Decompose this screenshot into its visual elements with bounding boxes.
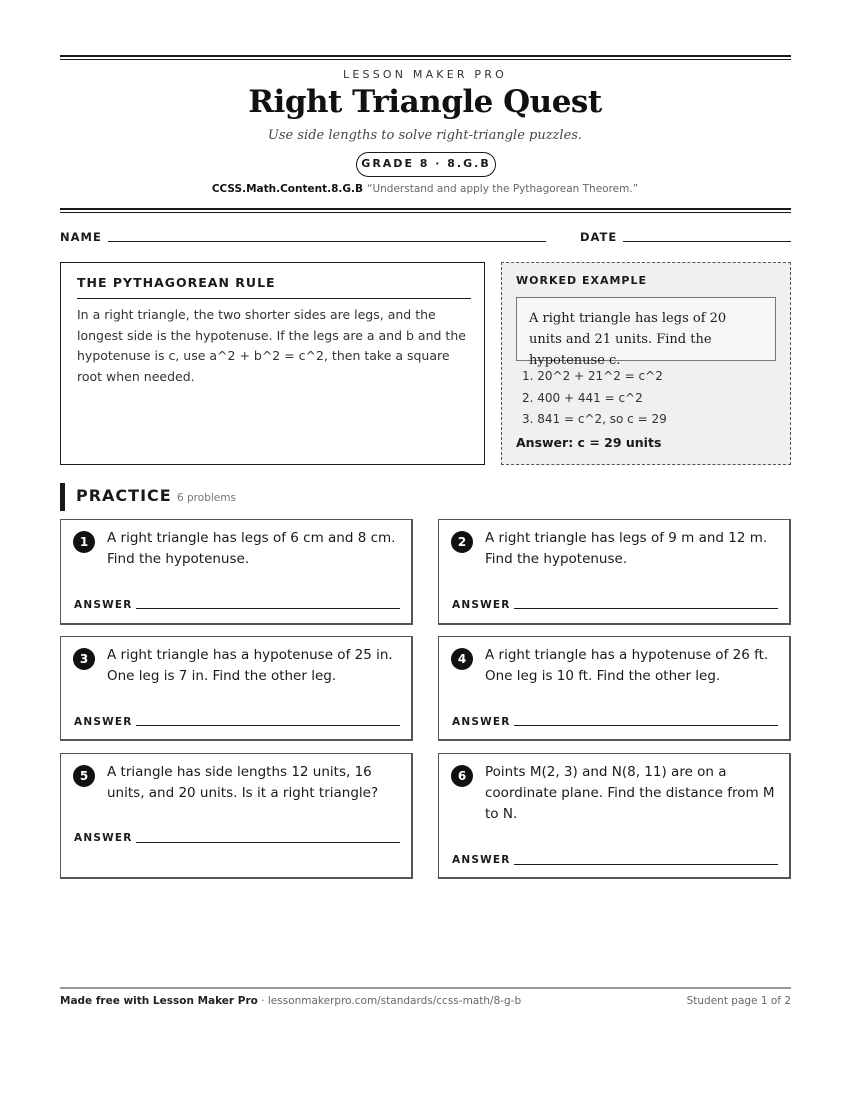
footer-rule (60, 987, 791, 989)
answer-field[interactable] (514, 725, 778, 726)
problem-number: 5 (73, 765, 95, 787)
problem-text: Points M(2, 3) and N(8, 11) are on a coordinate plane. Find the distance from M to N. (485, 764, 775, 822)
problem-text: A right triangle has a hypotenuse of 26 ft. One leg is 10 ft. Find the other leg. (485, 647, 769, 684)
footer-url[interactable]: · lessonmakerpro.com/standards/ccss-math/8-g-b (257, 995, 522, 1007)
answer-label: ANSWER (74, 599, 133, 611)
problem-number: 3 (73, 648, 95, 670)
problem-card (60, 636, 413, 741)
answer-field[interactable] (136, 608, 400, 609)
worked-example-title: WORKED EXAMPLE (516, 274, 647, 287)
problem-text: A right triangle has legs of 9 m and 12 m. Find the hypotenuse. (485, 530, 768, 567)
answer-field[interactable] (136, 842, 400, 843)
problem-card (60, 519, 413, 625)
name-field[interactable] (108, 241, 546, 242)
standard-code: CCSS.Math.Content.8.G.B (211, 183, 364, 195)
problem-card (438, 519, 791, 625)
answer-label: ANSWER (452, 854, 511, 866)
worked-example-step: 2. 400 + 441 = c^2 (522, 390, 643, 405)
standard-text: “Understand and apply the Pythagorean Theorem.” (367, 183, 639, 195)
brand-name: LESSON MAKER PRO (343, 68, 507, 81)
worked-example-answer: Answer: c = 29 units (516, 435, 662, 450)
worked-example-steps (522, 366, 667, 431)
answer-label: ANSWER (74, 832, 133, 844)
worked-example-problem: A right triangle has legs of 20 units and 21 units. Find the hypotenuse c. (516, 297, 776, 361)
problem-number: 2 (451, 531, 473, 553)
header-bottom-rule (60, 208, 791, 213)
worked-example-step: 1. 20^2 + 21^2 = c^2 (522, 369, 663, 383)
top-double-rule (60, 55, 791, 60)
problem-number: 1 (73, 531, 95, 553)
worked-example-box (501, 262, 791, 465)
rule-box-title: THE PYTHAGOREAN RULE (77, 275, 276, 290)
page-subtitle: Use side lengths to solve right-triangle puzzles. (267, 128, 583, 143)
practice-title: PRACTICE (76, 486, 172, 505)
date-field[interactable] (623, 241, 791, 242)
footer-credit (60, 995, 521, 1007)
answer-field[interactable] (514, 608, 778, 609)
problem-text: A right triangle has a hypotenuse of 25 in. One leg is 7 in. Find the other leg. (107, 647, 393, 684)
footer-page-number: Student page 1 of 2 (686, 995, 791, 1007)
standard-line (0, 183, 850, 195)
answer-label: ANSWER (74, 716, 133, 728)
problem-card (438, 753, 791, 879)
grade-badge: GRADE 8 · 8.G.B (356, 152, 496, 177)
rule-box-body: In a right triangle, the two shorter sides are legs, and the longest side is the hypotenuse. If the legs are a and b and the hypotenuse is c, use a^2 + b^2 = c^2, then take a square root when needed. (77, 307, 466, 384)
practice-accent-bar (60, 483, 65, 511)
pythagorean-rule-box (60, 262, 485, 465)
problem-card (60, 753, 413, 879)
rule-box-divider (77, 298, 471, 299)
answer-field[interactable] (136, 725, 400, 726)
problem-number: 4 (451, 648, 473, 670)
page-title: Right Triangle Quest (248, 84, 602, 120)
answer-label: ANSWER (452, 599, 511, 611)
problem-number: 6 (451, 765, 473, 787)
problem-card (438, 636, 791, 741)
answer-field[interactable] (514, 864, 778, 865)
practice-count: 6 problems (177, 492, 236, 504)
worked-example-step: 3. 841 = c^2, so c = 29 (522, 412, 667, 426)
answer-label: ANSWER (452, 716, 511, 728)
name-label: NAME (60, 230, 102, 244)
footer-made-with: Made free with Lesson Maker Pro (60, 995, 258, 1007)
problem-text: A triangle has side lengths 12 units, 16 units, and 20 units. Is it a right triangle? (107, 764, 379, 801)
date-label: DATE (580, 230, 618, 244)
problem-text: A right triangle has legs of 6 cm and 8 cm. Find the hypotenuse. (107, 530, 396, 567)
